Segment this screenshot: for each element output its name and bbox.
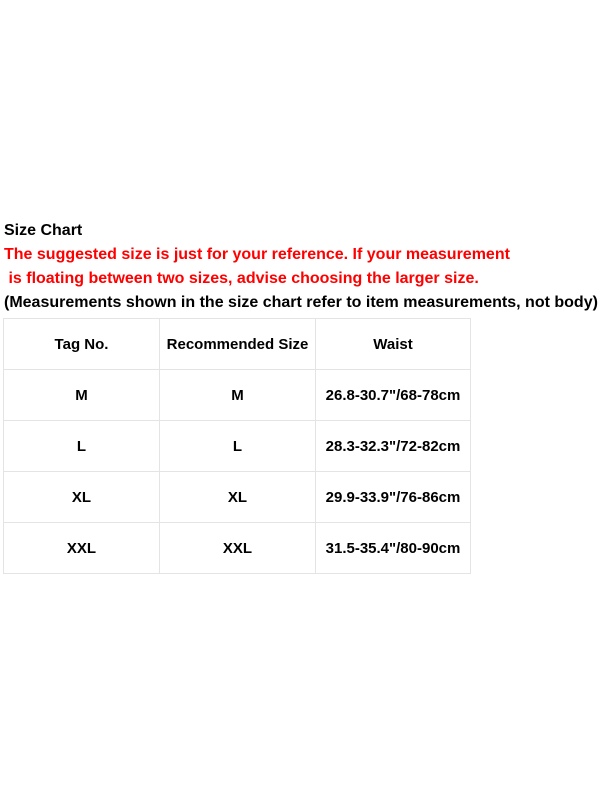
table-row [4,370,471,421]
size-table [3,318,471,574]
column-header-tag-no: Tag No. [4,319,160,370]
waist-cell: 26.8-30.7"/68-78cm [316,370,471,421]
recommended-size-cell: L [160,421,316,472]
size-chart-header [4,219,600,315]
table-row [4,472,471,523]
column-header-recommended-size: Recommended Size [160,319,316,370]
reference-note-line-2: is floating between two sizes, advise choosing the larger size. [4,270,479,287]
tag-cell: XXL [4,523,160,574]
tag-cell: M [4,370,160,421]
table-row [4,421,471,472]
waist-cell: 29.9-33.9"/76-86cm [316,472,471,523]
measurement-note: (Measurements shown in the size chart refer to item measurements, not body) [4,294,598,311]
size-chart-title: Size Chart [4,222,83,239]
column-header-waist: Waist [316,319,471,370]
recommended-size-cell: XXL [160,523,316,574]
table-row [4,523,471,574]
tag-cell: L [4,421,160,472]
reference-note-line-1: The suggested size is just for your reference. If your measurement [4,246,510,263]
waist-cell: 28.3-32.3"/72-82cm [316,421,471,472]
recommended-size-cell: XL [160,472,316,523]
tag-cell: XL [4,472,160,523]
recommended-size-cell: M [160,370,316,421]
waist-cell: 31.5-35.4"/80-90cm [316,523,471,574]
table-header-row [4,319,471,370]
